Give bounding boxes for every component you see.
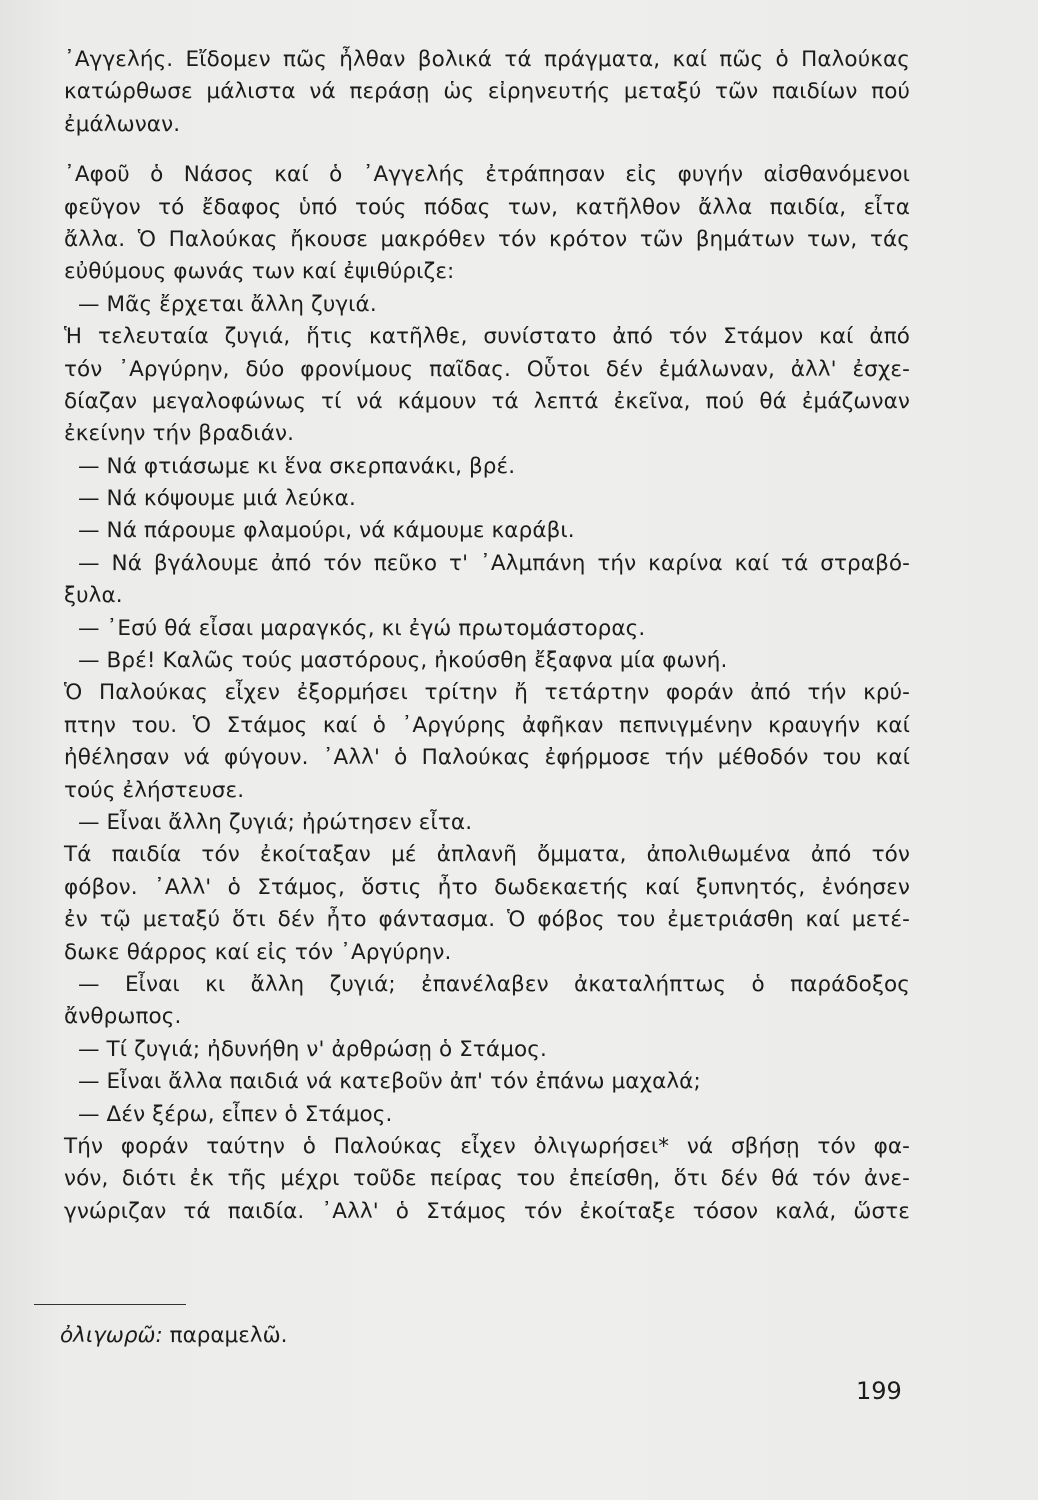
text-line: ἄλλα. Ὁ Παλούκας ἤκουσε μακρόθεν τόν κρότον τῶν βημάτων των, τάς	[64, 226, 910, 252]
text-line: — Νά φτιάσωμε κι ἕνα σκερπανάκι, βρέ.	[78, 453, 516, 479]
text-line: — Εἶναι ἄλλη ζυγιά; ἠρώτησεν εἶτα.	[78, 809, 473, 835]
text-line: ἐκείνην τήν βραδιάν.	[64, 421, 295, 447]
text-line: τούς ἐλήστευσε.	[64, 777, 245, 803]
footnote	[60, 1320, 287, 1352]
text-line: — Εἶναι ἄλλα παιδιά νά κατεβοῦν ἀπ' τόν ἐπάνω μαχαλά;	[78, 1069, 701, 1095]
text-line: Τήν φοράν ταύτην ὁ Παλούκας εἶχεν ὀλιγωρήσει* νά σβήσῃ τόν φα-	[64, 1133, 910, 1159]
text-line: — Δέν ξέρω, εἶπεν ὁ Στάμος.	[78, 1101, 393, 1127]
text-line: — Τί ζυγιά; ἠδυνήθη ν' ἀρθρώσῃ ὁ Στάμος.	[78, 1036, 547, 1062]
text-line: — Νά κόψουμε μιά λεύκα.	[78, 486, 356, 512]
text-line: πτην του. Ὁ Στάμος καί ὁ ᾿Αργύρης ἀφῆκαν πεπνιγμένην κραυγήν καί	[64, 712, 910, 738]
text-line: ἄνθρωπος.	[64, 1004, 182, 1030]
text-line: κατώρθωσε μάλιστα νά περάσῃ ὡς εἰρηνευτής μεταξύ τῶν παιδίων πού	[64, 79, 910, 105]
text-line: ᾿Αγγελής. Εἴδομεν πῶς ἦλθαν βολικά τά πράγματα, καί πῶς ὁ Παλούκας	[64, 47, 910, 72]
text-line: φεῦγον τό ἔδαφος ὑπό τούς πόδας των, κατῆλθον ἄλλα παιδία, εἶτα	[64, 194, 910, 220]
text-line: — Βρέ! Καλῶς τούς μαστόρους, ἠκούσθη ἔξαφνα μία φωνή.	[78, 648, 728, 674]
text-line: ξυλα.	[64, 583, 123, 609]
text-line: δίαζαν μεγαλοφώνως τί νά κάμουν τά λεπτά ἐκεῖνα, πού θά ἐμάζωναν	[64, 388, 910, 414]
text-line: τόν ᾿Αργύρην, δύο φρονίμους παῖδας. Οὗτοι δέν ἐμάλωναν, ἀλλ' ἐσχε-	[64, 356, 910, 382]
text-line: εὐθύμους φωνάς των καί ἐψιθύριζε:	[64, 259, 455, 285]
text-line: Ὁ Παλούκας εἶχεν ἐξορμήσει τρίτην ἤ τετάρτην φοράν ἀπό τήν κρύ-	[64, 680, 910, 706]
text-line: δωκε θάρρος καί εἰς τόν ᾿Αργύρην.	[64, 939, 452, 965]
footnote-definition: παραμελῶ.	[169, 1323, 288, 1348]
text-line: ἐν τῷ μεταξύ ὅτι δέν ἦτο φάντασμα. Ὁ φόβος του ἐμετριάσθη καί μετέ-	[64, 907, 910, 933]
text-line: — Εἶναι κι ἄλλη ζυγιά; ἐπανέλαβεν ἀκαταλήπτως ὁ παράδοξος	[78, 971, 910, 997]
paragraph-gap	[64, 141, 910, 159]
text-line: ᾿Αφοῦ ὁ Νάσος καί ὁ ᾿Αγγελής ἐτράπησαν εἰς φυγήν αἰσθανόμενοι	[64, 162, 910, 188]
page-number: 199	[856, 1377, 902, 1405]
text-line: φόβον. ᾿Αλλ' ὁ Στάμος, ὅστις ἦτο δωδεκαετής καί ξυπνητός, ἐνόησεν	[64, 874, 910, 900]
footnote-term: ὀλιγωρῶ:	[60, 1323, 163, 1348]
footnote-separator	[34, 1304, 186, 1305]
text-line: — Μᾶς ἔρχεται ἄλλη ζυγιά.	[78, 291, 377, 317]
text-line: Ἡ τελευταία ζυγιά, ἥτις κατῆλθε, συνίστατο ἀπό τόν Στάμον καί ἀπό	[64, 324, 910, 350]
text-line: γνώριζαν τά παιδία. ᾿Αλλ' ὁ Στάμος τόν ἐκοίταξε τόσον καλά, ὥστε	[64, 1198, 910, 1224]
text-line: ἐμάλωναν.	[64, 111, 181, 137]
text-line: — Νά πάρουμε φλαμούρι, νά κάμουμε καράβι.	[78, 518, 575, 544]
text-line: — ᾿Εσύ θά εἶσαι μαραγκός, κι ἐγώ πρωτομάστορας.	[78, 615, 646, 641]
text-line: ἠθέλησαν νά φύγουν. ᾿Αλλ' ὁ Παλούκας ἐφήρμοσε τήν μέθοδόν του καί	[64, 745, 910, 771]
text-line: — Νά βγάλουμε ἀπό τόν πεῦκο τ' ᾿Αλμπάνη τήν καρίνα καί τά στραβό-	[78, 550, 910, 576]
text-line: νόν, διότι ἐκ τῆς μέχρι τοῦδε πείρας του ἐπείσθη, ὅτι δέν θά τόν ἀνε-	[64, 1166, 910, 1192]
body-text	[64, 44, 910, 1228]
text-line: Τά παιδία τόν ἐκοίταξαν μέ ἀπλανῆ ὄμματα, ἀπολιθωμένα ἀπό τόν	[64, 842, 910, 868]
